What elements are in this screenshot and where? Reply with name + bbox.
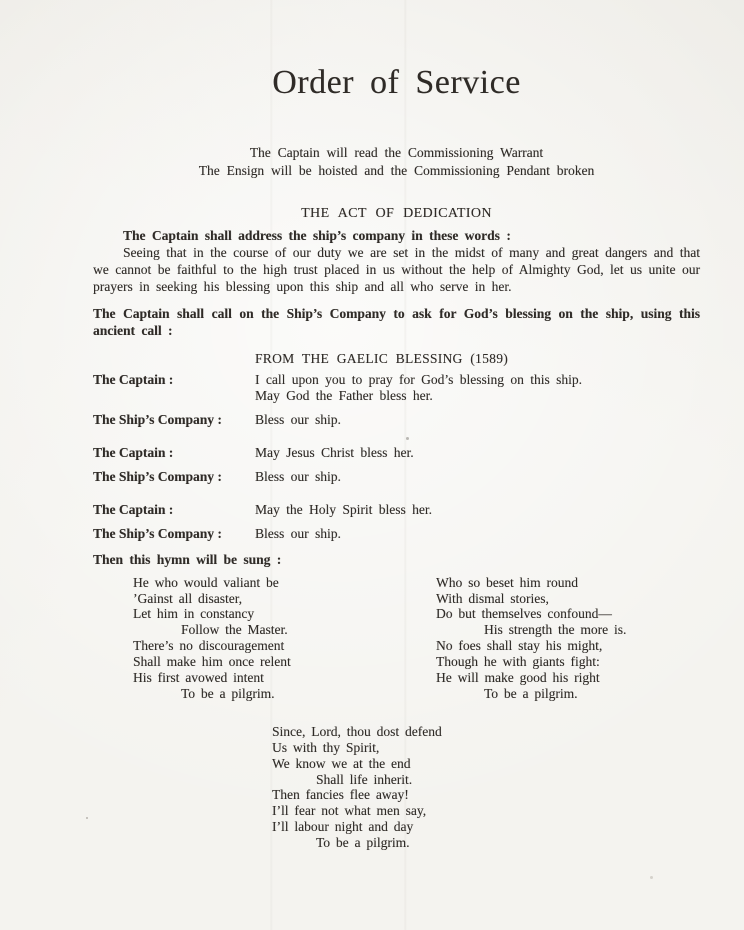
rubric-hymn: Then this hymn will be sung : [93, 551, 282, 567]
speech-text [255, 372, 582, 404]
hymn-line: To be a pilgrim. [484, 685, 578, 701]
page-title: Order of Service [272, 64, 521, 101]
hymn-verse-2 [436, 575, 626, 702]
gaelic-blessing-dialogue [93, 372, 700, 542]
scan-speckle [650, 876, 653, 879]
hymn-line: There’s no discouragement [133, 638, 285, 654]
dialogue-row [93, 469, 700, 485]
dedication-address-text: Seeing that in the course of our duty we are set in the midst of many and great dangers and that we cannot be faithful to the high trust placed in us without the help of Almighty God, let us unite our prayers in seeking his blessing upon this ship and all who serve in her. [93, 245, 700, 295]
rubric-captain-address: The Captain shall address the ship’s company in these words : [123, 228, 511, 243]
speaker-label: The Captain : [93, 444, 174, 460]
speech-line: Bless our ship. [255, 468, 341, 484]
scan-speckle [406, 437, 409, 440]
hymn-line: Then fancies flee away! [272, 787, 409, 803]
preamble-line-1: The Captain will read the Commissioning Warrant [249, 145, 544, 160]
hymn-line: We know we at the end [272, 755, 411, 771]
hymn-line: Since, Lord, thou dost defend [272, 723, 442, 739]
hymn-line: Do but themselves confound— [436, 606, 612, 622]
hymn-line: Shall life inherit. [316, 771, 413, 787]
hymn-verse-1 [133, 575, 396, 702]
hymn-line: His strength the more is. [484, 622, 627, 638]
dialogue-row [93, 502, 700, 518]
hymn-line: I’ll fear not what men say, [272, 803, 427, 819]
dialogue-row [93, 526, 700, 542]
act-of-dedication-heading: THE ACT OF DEDICATION [301, 206, 492, 221]
speaker-label: The Ship’s Company : [93, 411, 222, 427]
hymn-line: Though he with giants fight: [436, 654, 600, 670]
hymn-line: With dismal stories, [436, 590, 549, 606]
hymn-line: I’ll labour night and day [272, 819, 414, 835]
speech-line: Bless our ship. [255, 525, 341, 541]
speech-line: Bless our ship. [255, 411, 341, 427]
hymn-line: Us with thy Spirit, [272, 739, 380, 755]
dialogue-row [93, 445, 700, 461]
gaelic-blessing-heading: FROM THE GAELIC BLESSING (1589) [255, 350, 509, 366]
speaker-label: The Ship’s Company : [93, 468, 222, 484]
speaker-label: The Ship’s Company : [93, 525, 222, 541]
hymn-line: Follow the Master. [181, 622, 288, 638]
hymn-line: To be a pilgrim. [181, 685, 275, 701]
dialogue-row [93, 412, 700, 428]
speech-line: I call upon you to pray for God’s blessing on this ship. [255, 371, 582, 387]
hymn-line: Who so beset him round [436, 574, 578, 590]
hymn-line: He will make good his right [436, 670, 600, 686]
scan-speckle [86, 817, 88, 819]
preamble-line-2: The Ensign will be hoisted and the Commissioning Pendant broken [198, 163, 595, 178]
dialogue-row [93, 372, 700, 404]
hymn-line: ’Gainst all disaster, [133, 590, 243, 606]
hymn-line: Shall make him once relent [133, 654, 291, 670]
hymn-verses-row [93, 575, 700, 702]
speech-line: May Jesus Christ bless her. [255, 444, 414, 460]
hymn-line: Let him in constancy [133, 606, 255, 622]
speaker-label: The Captain : [93, 501, 174, 517]
hymn-verse-3 [272, 724, 700, 851]
speaker-label: The Captain : [93, 371, 174, 387]
speech-line: May God the Father bless her. [255, 387, 433, 403]
speech-line: May the Holy Spirit bless her. [255, 501, 432, 517]
hymn-line: No foes shall stay his might, [436, 638, 603, 654]
hymn-line: His first avowed intent [133, 670, 264, 686]
hymn-line: He who would valiant be [133, 574, 279, 590]
hymn-line: To be a pilgrim. [316, 835, 410, 851]
rubric-captain-call: The Captain shall call on the Ship’s Company to ask for God’s blessing on the ship, using this ancient call : [93, 305, 700, 338]
preamble [93, 144, 700, 180]
